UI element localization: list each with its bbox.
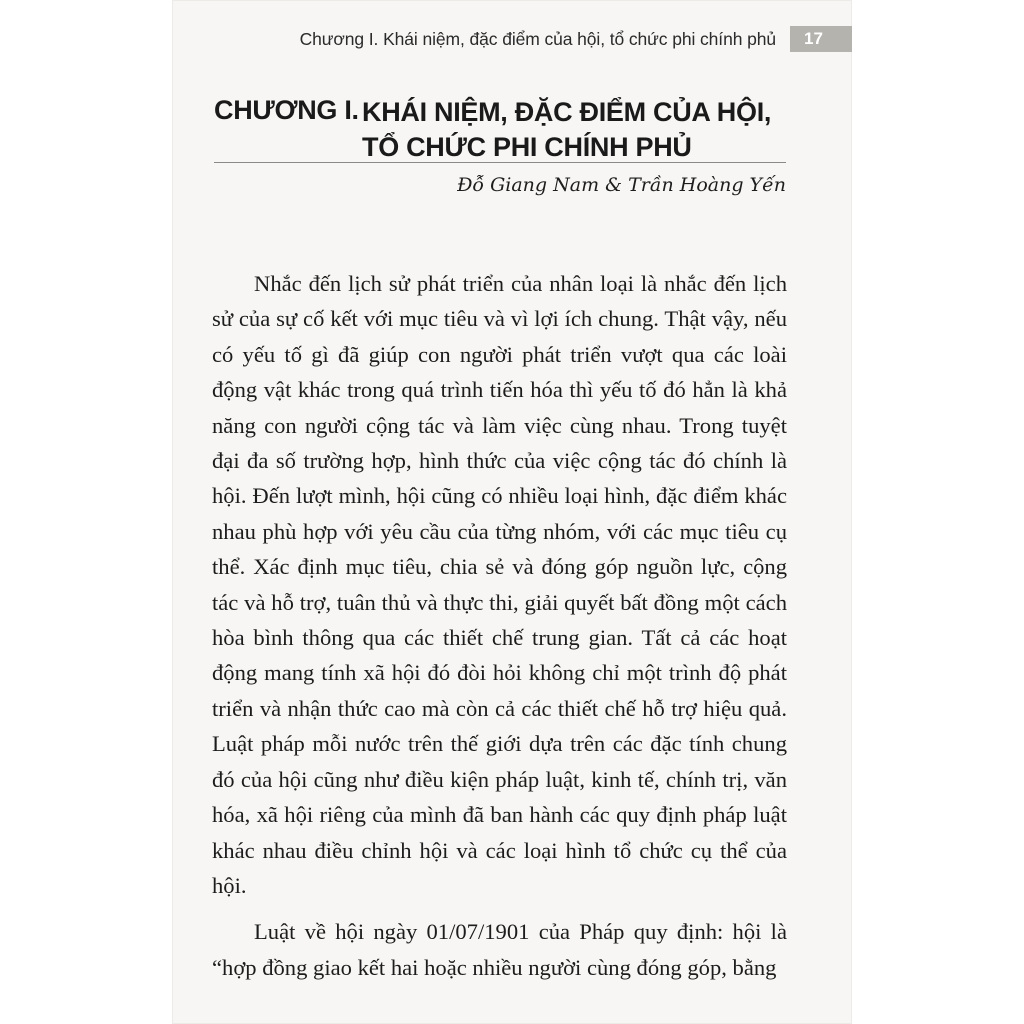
paragraph: Nhắc đến lịch sử phát triển của nhân loại là nhắc đến lịch sử của sự cố kết với mục tiêu và vì lợi ích chung. Thật vậy, nếu có yếu tố gì đã giúp con người phát triển vượt qua các loài động vật khác trong quá trình tiến hóa thì yếu tố đó hẳn là khả năng con người cộng tác và làm việc cùng nhau. Trong tuyệt đại đa số trường hợp, hình thức của việc cộng tác đó chính là hội. Đến lượt mình, hội cũng có nhiều loại hình, đặc điểm khác nhau phù hợp với yêu cầu của từng nhóm, với các mục tiêu cụ thể. Xác định mục tiêu, chia sẻ và đóng góp nguồn lực, cộng tác và hỗ trợ, tuân thủ và thực thi, giải quyết bất đồng một cách hòa bình thông qua các thiết chế trung gian. Tất cả các hoạt động mang tính xã hội đó đòi hỏi không chỉ một trình độ phát triển và nhận thức cao mà còn cả các thiết chế hỗ trợ hiệu quả. Luật pháp mỗi nước trên thế giới dựa trên các đặc tính chung đó của hội cũng như điều kiện pháp luật, kinh tế, chính trị, văn hóa, xã hội riêng của mình đã ban hành các quy định pháp luật khác nhau điều chỉnh hội và các loại hình tổ chức cụ thể của hội. (212, 271, 787, 898)
chapter-title: KHÁI NIỆM, ĐẶC ĐIỂM CỦA HỘI, TỔ CHỨC PHI CHÍNH PHỦ (362, 97, 772, 162)
chapter-label: CHƯƠNG I. (214, 95, 359, 125)
book-page (172, 0, 852, 1024)
page-number: 17 (790, 26, 852, 52)
paragraph: Luật về hội ngày 01/07/1901 của Pháp quy định: hội là “hợp đồng giao kết hai hoặc nhiều người cùng đóng góp, bằng (212, 919, 787, 980)
body-text (212, 266, 787, 985)
running-head: Chương I. Khái niệm, đặc điểm của hội, tổ chức phi chính phủ (299, 29, 776, 49)
title-rule (214, 162, 786, 163)
authors: Đỗ Giang Nam & Trần Hoàng Yến (457, 174, 786, 196)
